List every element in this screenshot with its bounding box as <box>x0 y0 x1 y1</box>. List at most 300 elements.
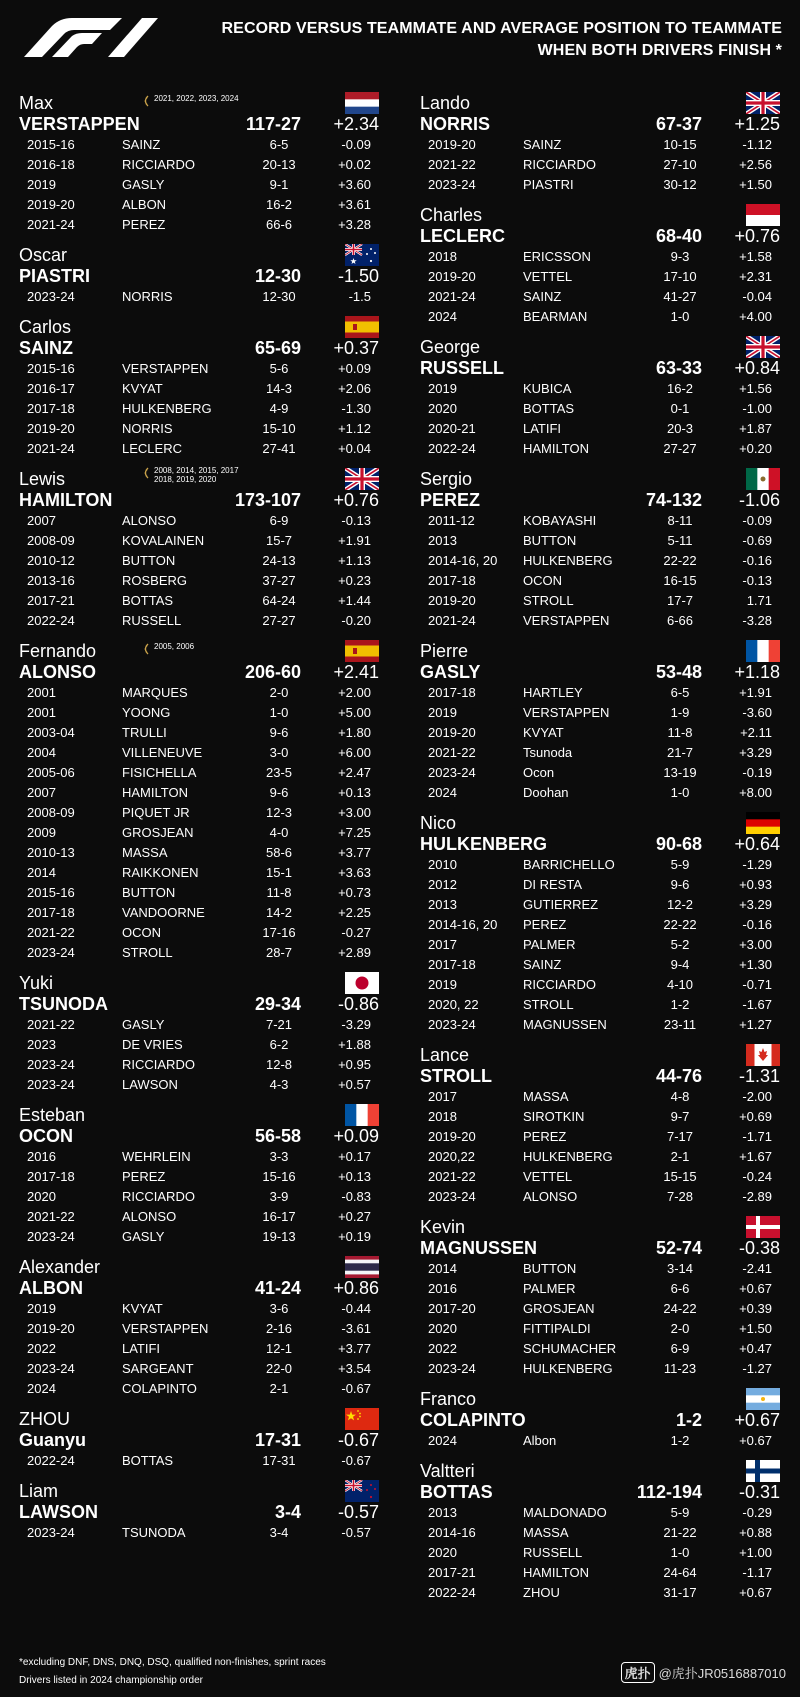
head-to-head: 12-8 <box>265 1057 293 1072</box>
teammate-row <box>19 439 379 459</box>
driver-block <box>19 466 379 631</box>
teammate-row <box>19 175 379 195</box>
teammate-row <box>19 1147 379 1167</box>
average-diff: +0.67 <box>739 1433 772 1448</box>
season-years: 2023-24 <box>27 1057 75 1072</box>
average-diff: -1.29 <box>742 857 772 872</box>
teammate-name: HAMILTON <box>523 441 589 456</box>
season-years: 2017-18 <box>27 905 75 920</box>
head-to-head: 3-4 <box>269 1525 289 1540</box>
teammate-name: GASLY <box>122 1017 165 1032</box>
season-years: 2021-24 <box>428 289 476 304</box>
season-years: 2008-09 <box>27 805 75 820</box>
head-to-head: 27-27 <box>262 613 296 628</box>
teammate-row <box>19 155 379 175</box>
driver-last-name: NORRIS <box>420 114 491 134</box>
season-years: 2015-16 <box>27 137 75 152</box>
teammate-name: SARGEANT <box>122 1361 194 1376</box>
teammate-row <box>420 1339 780 1359</box>
driver-record: 117-27 <box>245 114 301 134</box>
teammate-name: ALBON <box>122 197 167 212</box>
season-years: 2014-16 <box>428 1525 476 1540</box>
flag-icon-au <box>345 244 379 266</box>
average-diff: -1.12 <box>742 137 772 152</box>
teammate-row <box>420 855 780 875</box>
teammate-row <box>420 135 780 155</box>
head-to-head: 9-1 <box>269 177 289 192</box>
head-to-head: 27-27 <box>663 441 697 456</box>
teammate-row <box>19 743 379 763</box>
teammate-row <box>19 1299 379 1319</box>
season-years: 2022-24 <box>428 441 476 456</box>
teammate-name: KOVALAINEN <box>122 533 205 548</box>
driver-first-name: Yuki <box>19 973 54 993</box>
average-diff: -1.67 <box>742 997 772 1012</box>
head-to-head: 15-16 <box>262 1169 296 1184</box>
teammate-name: HULKENBERG <box>523 1149 613 1164</box>
flag-icon-fr <box>746 640 780 662</box>
teammate-row <box>420 955 780 975</box>
head-to-head: 4-8 <box>670 1089 690 1104</box>
season-years: 2016 <box>428 1281 457 1296</box>
teammate-row <box>19 803 379 823</box>
season-years: 2023-24 <box>27 1077 75 1092</box>
average-diff: +1.88 <box>338 1037 371 1052</box>
driver-block <box>420 94 780 195</box>
teammate-name: OCON <box>523 573 562 588</box>
driver-first-name: Valtteri <box>420 1461 475 1481</box>
driver-record: 44-76 <box>655 1066 702 1086</box>
teammate-name: RUSSELL <box>523 1545 583 1560</box>
driver-block <box>19 1410 379 1471</box>
teammate-row <box>420 743 780 763</box>
average-diff: +2.25 <box>338 905 371 920</box>
season-years: 2001 <box>27 705 56 720</box>
head-to-head: 12-1 <box>265 1341 293 1356</box>
teammate-name: Doohan <box>523 785 569 800</box>
season-years: 2022-24 <box>27 613 75 628</box>
head-to-head: 5-6 <box>269 361 289 376</box>
teammate-row <box>19 1523 379 1543</box>
head-to-head: 17-16 <box>262 925 296 940</box>
flag-icon-mc <box>746 204 780 226</box>
watermark-badge: 虎扑 <box>621 1662 655 1683</box>
teammate-name: NORRIS <box>122 289 173 304</box>
driver-last-name: RUSSELL <box>420 358 505 378</box>
watermark-text: @虎扑JR0516887010 <box>658 1666 786 1681</box>
teammate-row <box>19 1055 379 1075</box>
teammate-name: VERSTAPPEN <box>122 361 209 376</box>
driver-block <box>420 470 780 631</box>
teammate-name: MASSA <box>523 1525 569 1540</box>
average-diff: +2.06 <box>338 381 371 396</box>
teammate-name: NORRIS <box>122 421 173 436</box>
head-to-head: 16-2 <box>666 381 694 396</box>
season-years: 2014 <box>428 1261 457 1276</box>
teammate-name: PIASTRI <box>523 177 574 192</box>
driver-record: 90-68 <box>655 834 702 854</box>
head-to-head: 9-7 <box>670 1109 690 1124</box>
season-years: 2021-24 <box>27 441 75 456</box>
driver-summary <box>420 661 780 683</box>
teammate-name: STROLL <box>122 945 173 960</box>
average-diff: -3.29 <box>341 1017 371 1032</box>
average-diff: -3.28 <box>742 613 772 628</box>
driver-average: -1.50 <box>337 266 379 286</box>
driver-first-name: Sergio <box>420 469 473 489</box>
teammate-row <box>19 571 379 591</box>
f1-logo-icon <box>22 14 162 59</box>
teammate-row <box>420 1583 780 1603</box>
season-years: 2019 <box>428 381 457 396</box>
season-years: 2019-20 <box>428 725 476 740</box>
teammate-name: BOTTAS <box>122 1453 174 1468</box>
driver-average: -1.31 <box>738 1066 780 1086</box>
average-diff: +1.30 <box>739 957 772 972</box>
average-diff: -0.13 <box>742 573 772 588</box>
driver-last-name: GASLY <box>420 662 481 682</box>
driver-record: 173-107 <box>234 490 301 510</box>
driver-first-name: Max <box>19 93 54 113</box>
season-years: 2019 <box>27 177 56 192</box>
teammate-row <box>19 399 379 419</box>
season-years: 2022 <box>428 1341 457 1356</box>
teammate-name: VANDOORNE <box>122 905 205 920</box>
teammate-name: LATIFI <box>523 421 562 436</box>
season-years: 2023-24 <box>27 1525 75 1540</box>
driver-summary <box>19 337 379 359</box>
season-years: 2021-22 <box>27 1209 75 1224</box>
season-years: 2017 <box>428 1089 457 1104</box>
season-years: 2016-17 <box>27 381 75 396</box>
driver-first-name: Pierre <box>420 641 469 661</box>
average-diff: +6.00 <box>338 745 371 760</box>
teammate-row <box>420 1359 780 1379</box>
season-years: 2019 <box>27 1301 56 1316</box>
average-diff: +2.47 <box>338 765 371 780</box>
teammate-name: LAWSON <box>122 1077 178 1092</box>
season-years: 2017-21 <box>428 1565 476 1580</box>
teammate-row <box>420 935 780 955</box>
season-years: 2023-24 <box>27 1361 75 1376</box>
title-line-2: WHEN BOTH DRIVERS FINISH * <box>537 42 782 59</box>
season-years: 2010-13 <box>27 845 75 860</box>
average-diff: +0.47 <box>739 1341 772 1356</box>
flag-icon-gb <box>746 92 780 114</box>
teammate-name: VERSTAPPEN <box>122 1321 209 1336</box>
driver-block <box>420 814 780 1035</box>
season-years: 2024 <box>428 1433 457 1448</box>
driver-average: +0.37 <box>333 338 379 358</box>
teammate-row <box>420 1543 780 1563</box>
average-diff: +3.29 <box>739 745 772 760</box>
teammate-row <box>19 783 379 803</box>
driver-first-name: Carlos <box>19 317 72 337</box>
season-years: 2009 <box>27 825 56 840</box>
season-years: 2022 <box>27 1341 56 1356</box>
teammate-name: WEHRLEIN <box>122 1149 191 1164</box>
flag-icon-de <box>746 812 780 834</box>
season-years: 2017-20 <box>428 1301 476 1316</box>
season-years: 2007 <box>27 513 56 528</box>
season-years: 2005-06 <box>27 765 75 780</box>
driver-first-name: George <box>420 337 481 357</box>
driver-average: +0.09 <box>333 1126 379 1146</box>
average-diff: +3.61 <box>338 197 371 212</box>
teammate-row <box>19 1451 379 1471</box>
teammate-name: MARQUES <box>122 685 188 700</box>
driver-last-name: LECLERC <box>420 226 505 246</box>
head-to-head: 64-24 <box>262 593 296 608</box>
season-years: 2014-16, 20 <box>428 917 498 932</box>
driver-first-name: Franco <box>420 1389 477 1409</box>
head-to-head: 19-13 <box>262 1229 296 1244</box>
head-to-head: 6-6 <box>670 1281 690 1296</box>
head-to-head: 11-8 <box>266 885 292 900</box>
driver-block <box>19 1482 379 1543</box>
driver-summary <box>19 265 379 287</box>
season-years: 2021-22 <box>428 1169 476 1184</box>
teammate-name: Tsunoda <box>523 745 573 760</box>
driver-first-name: Lando <box>420 93 471 113</box>
teammate-name: BUTTON <box>122 553 176 568</box>
teammate-row <box>420 1015 780 1035</box>
average-diff: +4.00 <box>739 309 772 324</box>
head-to-head: 1-2 <box>670 1433 690 1448</box>
teammate-name: VERSTAPPEN <box>523 705 610 720</box>
head-to-head: 9-3 <box>670 249 690 264</box>
average-diff: +0.67 <box>739 1281 772 1296</box>
teammate-row <box>420 531 780 551</box>
season-years: 2013 <box>428 897 457 912</box>
season-years: 2008-09 <box>27 533 75 548</box>
teammate-name: PEREZ <box>523 1129 567 1144</box>
driver-last-name: STROLL <box>420 1066 492 1086</box>
footnote-order: Drivers listed in 2024 championship order <box>19 1675 203 1686</box>
teammate-row <box>420 611 780 631</box>
head-to-head: 1-9 <box>670 705 690 720</box>
teammate-row <box>420 155 780 175</box>
teammate-row <box>420 1087 780 1107</box>
head-to-head: 9-6 <box>269 785 289 800</box>
head-to-head: 3-6 <box>269 1301 289 1316</box>
teammate-row <box>19 863 379 883</box>
teammate-name: PALMER <box>523 1281 576 1296</box>
driver-average: -0.38 <box>738 1238 780 1258</box>
driver-summary <box>19 1501 379 1523</box>
season-years: 2023-24 <box>428 765 476 780</box>
season-years: 2018 <box>428 1109 457 1124</box>
driver-average: +0.76 <box>734 226 780 246</box>
teammate-row <box>19 1359 379 1379</box>
teammate-name: KOBAYASHI <box>523 513 597 528</box>
driver-last-name: PEREZ <box>420 490 481 510</box>
teammate-row <box>420 1279 780 1299</box>
driver-summary <box>420 1065 780 1087</box>
teammate-row <box>19 903 379 923</box>
head-to-head: 11-8 <box>667 725 693 740</box>
average-diff: +0.13 <box>338 1169 371 1184</box>
driver-last-name: OCON <box>19 1126 73 1146</box>
average-diff: -0.27 <box>341 925 371 940</box>
driver-summary <box>420 1409 780 1431</box>
teammate-name: ROSBERG <box>122 573 188 588</box>
average-diff: +1.80 <box>338 725 371 740</box>
head-to-head: 3-9 <box>269 1189 289 1204</box>
average-diff: +0.95 <box>338 1057 371 1072</box>
title-line-1: RECORD VERSUS TEAMMATE AND AVERAGE POSITION TO TEAMMATE <box>221 20 782 37</box>
average-diff: +1.12 <box>338 421 371 436</box>
average-diff: +1.58 <box>739 249 772 264</box>
head-to-head: 22-22 <box>663 553 697 568</box>
teammate-row <box>19 683 379 703</box>
teammate-row <box>19 611 379 631</box>
head-to-head: 2-16 <box>265 1321 293 1336</box>
teammate-name: HAMILTON <box>122 785 188 800</box>
flag-icon-nl <box>345 92 379 114</box>
average-diff: +0.09 <box>338 361 371 376</box>
teammate-name: BOTTAS <box>122 593 174 608</box>
flag-icon-cn <box>345 1408 379 1430</box>
season-years: 2022-24 <box>27 1453 75 1468</box>
driver-record: 68-40 <box>655 226 702 246</box>
teammate-row <box>420 723 780 743</box>
teammate-row <box>19 943 379 963</box>
average-diff: +0.19 <box>338 1229 371 1244</box>
teammate-name: PEREZ <box>523 917 567 932</box>
teammate-name: BEARMAN <box>523 309 588 324</box>
season-years: 2018 <box>428 249 457 264</box>
head-to-head: 2-0 <box>269 685 289 700</box>
average-diff: -0.83 <box>341 1189 371 1204</box>
average-diff: +8.00 <box>739 785 772 800</box>
head-to-head: 24-22 <box>663 1301 697 1316</box>
teammate-name: TSUNODA <box>122 1525 186 1540</box>
driver-last-name: HULKENBERG <box>420 834 548 854</box>
head-to-head: 30-12 <box>663 177 697 192</box>
teammate-name: RAIKKONEN <box>122 865 199 880</box>
driver-last-name: ALBON <box>19 1278 83 1298</box>
teammate-row <box>420 379 780 399</box>
average-diff: -0.67 <box>341 1381 371 1396</box>
left-column <box>19 94 389 1554</box>
average-diff: +2.00 <box>338 685 371 700</box>
season-years: 2023-24 <box>27 945 75 960</box>
teammate-name: STROLL <box>523 997 574 1012</box>
season-years: 2020 <box>27 1189 56 1204</box>
teammate-name: ALONSO <box>523 1189 578 1204</box>
teammate-name: LECLERC <box>122 441 182 456</box>
flag-icon-th <box>345 1256 379 1278</box>
average-diff: -0.69 <box>742 533 772 548</box>
teammate-name: DI RESTA <box>523 877 582 892</box>
driver-first-name: Alexander <box>19 1257 101 1277</box>
teammate-row <box>420 1431 780 1451</box>
head-to-head: 14-3 <box>265 381 293 396</box>
teammate-row <box>420 1319 780 1339</box>
season-years: 2012 <box>428 877 457 892</box>
flag-icon-dk <box>746 1216 780 1238</box>
driver-block <box>19 94 379 235</box>
teammate-name: RICCIARDO <box>523 977 596 992</box>
teammate-row <box>420 1187 780 1207</box>
driver-last-name: COLAPINTO <box>420 1410 526 1430</box>
teammate-row <box>420 571 780 591</box>
driver-first-name: Fernando <box>19 641 97 661</box>
head-to-head: 14-2 <box>265 905 293 920</box>
driver-average: -0.31 <box>738 1482 780 1502</box>
teammate-name: GASLY <box>122 177 165 192</box>
teammate-row <box>420 703 780 723</box>
driver-average: +2.34 <box>333 114 379 134</box>
head-to-head: 6-66 <box>666 613 694 628</box>
teammate-row <box>19 195 379 215</box>
teammate-name: GUTIERREZ <box>523 897 599 912</box>
teammate-row <box>19 419 379 439</box>
average-diff: 1.71 <box>746 593 772 608</box>
driver-average: -0.67 <box>337 1430 379 1450</box>
teammate-row <box>420 551 780 571</box>
driver-average: +0.67 <box>734 1410 780 1430</box>
head-to-head: 2-0 <box>670 1321 690 1336</box>
driver-last-name: SAINZ <box>19 338 73 358</box>
season-years: 2024 <box>428 309 457 324</box>
average-diff: +0.13 <box>338 785 371 800</box>
driver-first-name: Lance <box>420 1045 470 1065</box>
laurel-icon <box>142 643 151 655</box>
teammate-name: SAINZ <box>122 137 161 152</box>
driver-block <box>420 1218 780 1379</box>
head-to-head: 4-9 <box>269 401 289 416</box>
teammate-row <box>19 1379 379 1399</box>
driver-average: +0.84 <box>734 358 780 378</box>
season-years: 2017-18 <box>428 957 476 972</box>
teammate-name: KVYAT <box>122 1301 163 1316</box>
teammate-row <box>19 763 379 783</box>
driver-summary <box>420 833 780 855</box>
teammate-row <box>420 287 780 307</box>
driver-average: +0.64 <box>734 834 780 854</box>
teammate-name: BARRICHELLO <box>523 857 615 872</box>
season-years: 2001 <box>27 685 56 700</box>
head-to-head: 23-5 <box>265 765 293 780</box>
teammate-row <box>19 135 379 155</box>
teammate-name: ERICSSON <box>523 249 591 264</box>
teammate-name: YOONG <box>122 705 171 720</box>
championship-years-line: 2008, 2014, 2015, 2017 <box>154 466 239 475</box>
average-diff: +3.60 <box>338 177 371 192</box>
teammate-row <box>19 531 379 551</box>
average-diff: -0.71 <box>742 977 772 992</box>
flag-icon-gb <box>345 468 379 490</box>
head-to-head: 12-30 <box>262 289 296 304</box>
teammate-name: BUTTON <box>523 533 577 548</box>
season-years: 2019-20 <box>27 421 75 436</box>
teammate-name: KVYAT <box>523 725 564 740</box>
teammate-row <box>420 683 780 703</box>
season-years: 2023-24 <box>27 289 75 304</box>
flag-icon-ca <box>746 1044 780 1066</box>
head-to-head: 16-17 <box>262 1209 296 1224</box>
teammate-name: VERSTAPPEN <box>523 613 610 628</box>
season-years: 2010-12 <box>27 553 75 568</box>
season-years: 2023-24 <box>428 1189 476 1204</box>
flag-icon-es <box>345 640 379 662</box>
average-diff: +0.17 <box>338 1149 371 1164</box>
season-years: 2017 <box>428 937 457 952</box>
teammate-row <box>19 551 379 571</box>
season-years: 2003-04 <box>27 725 75 740</box>
